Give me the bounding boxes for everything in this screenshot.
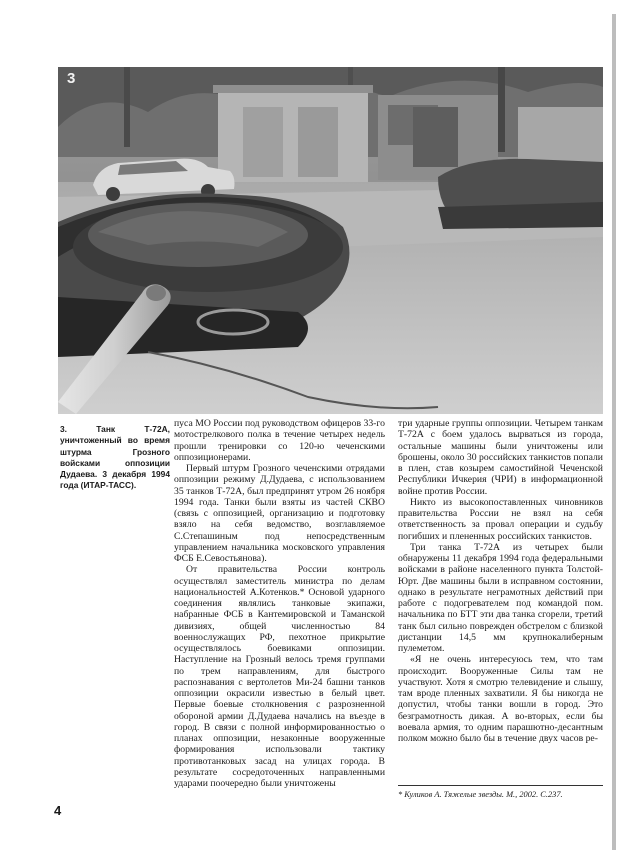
photo-caption: 3. Танк Т-72А, уничтоженный во время штурма Грозного войсками оппозиции Дудаева. 3 декабря 1994 года (ИТАР-ТАСС). bbox=[60, 424, 170, 491]
text-column-right bbox=[398, 418, 603, 744]
footnote-rule bbox=[398, 785, 603, 786]
paragraph: От правительства России контроль осуществлял заместитель министра по делам национальностей А.Котенков.* Основой ударного соединения являлись танковые экипажи, набранные ФСБ в Кантемировской и Таманской дивизиях, общей численностью 84 военнослужащих РФ, пехотное прикрытие осуществлялось боевиками оппозиции. Наступление на Грозный велось тремя группами по трем направлениям, для быстрого распознавания с вертолетов Ми-24 башни танков оппозиции окрасили известью в белый цвет. Первые боевые столкновения с разрозненной обороной армии Д.Дудаева начались на въезде в город. В связи с полной информированностью о планах оппозиции, незаконные вооруженные формирования использовали тактику противотанковых засад на улицах города. В результате сосредоточенных направленными ударами поочередно были уничтожены bbox=[174, 564, 385, 789]
paragraph: «Я не очень интересуюсь тем, что там происходит. Вооруженные Силы там не участвуют. Хотя я смотрю телевидение и слышу, там вроде пленных захватили. Я бы никогда не допустил, чтобы танки вошли в город. Это безграмотность дикая. А во-вторых, если бы воевала армия, то одним парашютно-десантным полком можно было бы в течение двух часов ре- bbox=[398, 654, 603, 744]
paragraph: пуса МО России под руководством офицеров 33-го мотострелкового полка в течение четырех недель прошли тренировки со 120-ю чеченскими оппозиционерами. bbox=[174, 418, 385, 463]
paragraph: три ударные группы оппозиции. Четырем танкам Т-72А с боем удалось вырваться из города, остальные машины были уничтожены или брошены, около 30 российских танкистов попали в плен, став козырем самостийной Чеченской Республики Ичкерия (ЧРИ) в информационной войне против России. bbox=[398, 418, 603, 497]
photo-destroyed-tank bbox=[58, 67, 603, 414]
photo-number: 3 bbox=[67, 70, 76, 87]
page-edge bbox=[612, 14, 616, 850]
footnote: * Куликов А. Тяжелые звезды. М., 2002. С.237. bbox=[398, 790, 563, 799]
paragraph: Никто из высокопоставленных чиновников правительства России не взял на себя ответственность за провал операции и судьбу погибших и плененных российских танкистов. bbox=[398, 496, 603, 542]
text-column-middle bbox=[174, 418, 385, 789]
page-number: 4 bbox=[54, 803, 62, 818]
photo bbox=[58, 67, 603, 414]
paragraph: Три танка Т-72А из четырех были обнаружены 11 декабря 1994 года федеральными войсками в районе населенного пункта Толстой-Юрт. Две машины были в исправном состоянии, однако в результате неграмотных действий при работе с подогревателем под командой пом. начальника по БТТ эти два танка сгорели, третий танк был сильно поврежден обстрелом с близкой дистанции 14,5 мм крупнокалиберным пулеметом. bbox=[398, 541, 603, 654]
paragraph: Первый штурм Грозного чеченскими отрядами оппозиции режиму Д.Дудаева, с использованием 35 танков Т-72А, был предпринят утром 26 ноября 1994 года. Танки были взяты из частей СКВО (связь с оппозицией, организацию и подготовку взяло на себя ведомство, возглавляемое С.Степашиным под непосредственным управлением начальника московского управления ФСБ Е.Севостьянова). bbox=[174, 463, 385, 564]
